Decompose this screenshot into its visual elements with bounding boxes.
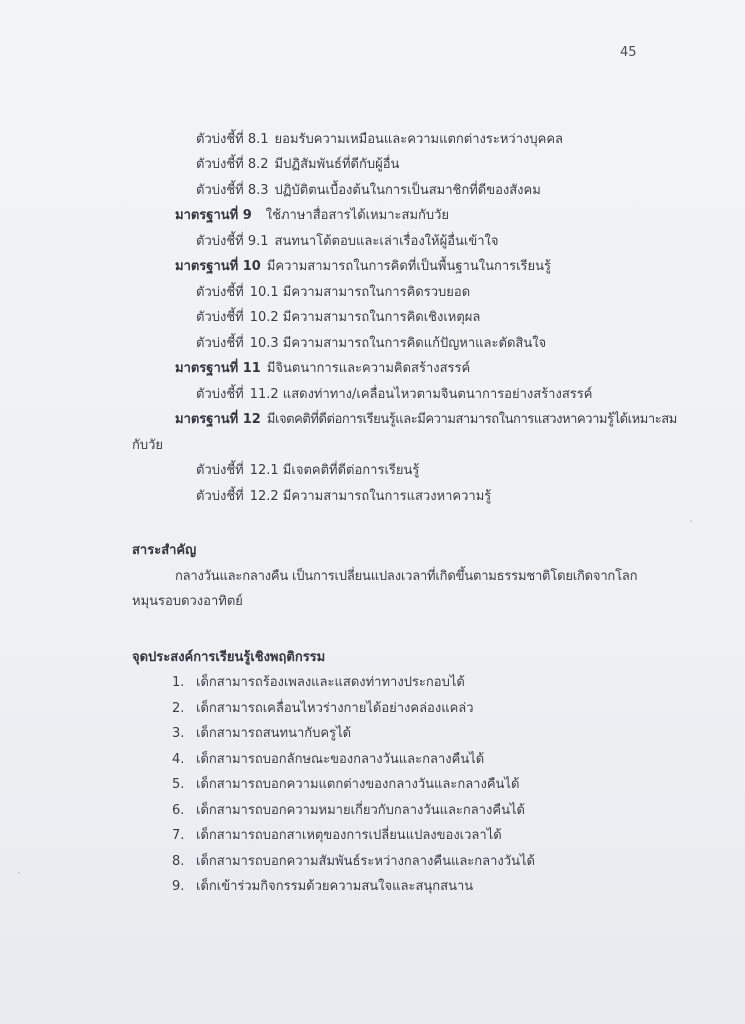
indicator-text: 11.2 แสดงท่าทาง/เคลื่อนไหวตามจินตนาการอย่างสร้างสรรค์ (249, 387, 593, 402)
essence-line-2: หมุนรอบดวงอาทิตย์ (132, 594, 243, 609)
standard-label: มาตรฐานที่ 9 (175, 208, 252, 223)
essence-line-1: กลางวันและกลางคืน เป็นการเปลี่ยนแปลงเวลาที่เกิดขึ้นตามธรรมชาติโดยเกิดจากโลก (175, 569, 638, 584)
indicator-10-2 (196, 308, 480, 328)
objectives-heading: จุดประสงค์การเรียนรู้เชิงพฤติกรรม (132, 650, 326, 665)
standard-label: มาตรฐานที่ 11 (175, 361, 261, 376)
standard-10 (175, 257, 551, 277)
indicator-text: 12.1 มีเจตคติที่ดีต่อการเรียนรู้ (249, 463, 420, 478)
indicator-10-3 (196, 334, 546, 354)
indicator-8-1 (196, 130, 563, 150)
standard-label: มาตรฐานที่ 12 (175, 412, 261, 427)
indicator-text: 10.2 มีความสามารถในการคิดเชิงเหตุผล (249, 310, 481, 325)
indicator-text: ยอมรับความเหมือนและความแตกต่างระหว่างบุคคล (274, 132, 563, 147)
objective-item (172, 852, 535, 872)
objective-number: 1. (172, 675, 185, 690)
indicator-label: ตัวบ่งชี้ที่ (196, 310, 244, 325)
indicator-11-2 (196, 385, 592, 405)
indicator-9-1 (196, 232, 499, 252)
objective-number: 4. (172, 752, 185, 767)
standard-11 (175, 359, 470, 379)
objective-item (172, 673, 465, 693)
indicator-label: ตัวบ่งชี้ที่ (196, 489, 244, 504)
indicator-label: ตัวบ่งชี้ที่ 8.2 (196, 157, 269, 172)
indicator-label: ตัวบ่งชี้ที่ (196, 463, 244, 478)
objective-number: 7. (172, 828, 185, 843)
objective-item (172, 775, 519, 795)
objective-text: เด็กสามารถบอกความหมายเกี่ยวกับกลางวันและกลางคืนได้ (196, 803, 525, 818)
indicator-text: 10.1 มีความสามารถในการคิดรวบยอด (249, 285, 471, 300)
objective-number: 3. (172, 726, 185, 741)
indicator-label: ตัวบ่งชี้ที่ (196, 387, 244, 402)
objective-item (172, 826, 502, 846)
indicator-label: ตัวบ่งชี้ที่ 9.1 (196, 234, 269, 249)
indicator-text: 10.3 มีความสามารถในการคิดแก้ปัญหาและตัดสินใจ (249, 336, 547, 351)
standard-12-continuation: กับวัย (132, 438, 164, 453)
indicator-text: ปฏิบัติตนเบื้องต้นในการเป็นสมาชิกที่ดีของสังคม (274, 183, 541, 198)
objective-text: เด็กสามารถสนทนากับครูได้ (196, 726, 352, 741)
objective-number: 6. (172, 803, 185, 818)
objective-text: เด็กสามารถบอกลักษณะของกลางวันและกลางคืนได้ (196, 752, 485, 767)
indicator-text: มีปฏิสัมพันธ์ที่ดีกับผู้อื่น (274, 157, 400, 172)
essence-heading: สาระสำคัญ (132, 543, 197, 558)
objective-number: 5. (172, 777, 185, 792)
indicator-text: สนทนาโต้ตอบและเล่าเรื่องให้ผู้อื่นเข้าใจ (274, 234, 499, 249)
indicator-text: 12.2 มีความสามารถในการแสวงหาความรู้ (249, 489, 492, 504)
indicator-12-2 (196, 487, 491, 507)
indicator-12-1 (196, 461, 419, 481)
indicator-label: ตัวบ่งชี้ที่ 8.3 (196, 183, 269, 198)
indicator-label: ตัวบ่งชี้ที่ (196, 336, 244, 351)
scan-speck (690, 520, 692, 522)
objective-number: 2. (172, 701, 185, 716)
standard-text: มีจินตนาการและความคิดสร้างสรรค์ (266, 361, 471, 376)
indicator-8-2 (196, 155, 399, 175)
objective-item (172, 801, 525, 821)
objective-text: เด็กเข้าร่วมกิจกรรมด้วยความสนใจและสนุกสนาน (196, 879, 474, 894)
objective-item (172, 699, 474, 719)
objective-text: เด็กสามารถบอกความแตกต่างของกลางวันและกลางคืนได้ (196, 777, 520, 792)
scan-speck (18, 872, 20, 874)
standard-12 (175, 410, 677, 430)
objective-item (172, 750, 484, 770)
indicator-label: ตัวบ่งชี้ที่ (196, 285, 244, 300)
indicator-label: ตัวบ่งชี้ที่ 8.1 (196, 132, 269, 147)
indicator-8-3 (196, 181, 541, 201)
objective-number: 8. (172, 854, 185, 869)
standard-label: มาตรฐานที่ 10 (175, 259, 261, 274)
objective-item (172, 724, 351, 744)
standard-text: มีความสามารถในการคิดที่เป็นพื้นฐานในการเรียนรู้ (266, 259, 552, 274)
standard-text: ใช้ภาษาสื่อสารได้เหมาะสมกับวัย (265, 208, 450, 223)
objective-item (172, 877, 473, 897)
standard-9 (175, 206, 449, 226)
objective-text: เด็กสามารถบอกความสัมพันธ์ระหว่างกลางคืนและกลางวันได้ (196, 854, 535, 869)
standard-text: มีเจตคติที่ดีต่อการเรียนรู้และมีความสามารถในการแสวงหาความรู้ได้เหมาะสม (266, 412, 677, 427)
objective-text: เด็กสามารถร้องเพลงและแสดงท่าทางประกอบได้ (196, 675, 465, 690)
objective-number: 9. (172, 879, 185, 894)
objective-text: เด็กสามารถบอกสาเหตุของการเปลี่ยนแปลงของเวลาได้ (196, 828, 502, 843)
indicator-10-1 (196, 283, 470, 303)
page-number: 45 (620, 45, 637, 60)
objective-text: เด็กสามารถเคลื่อนไหวร่างกายได้อย่างคล่องแคล่ว (196, 701, 474, 716)
